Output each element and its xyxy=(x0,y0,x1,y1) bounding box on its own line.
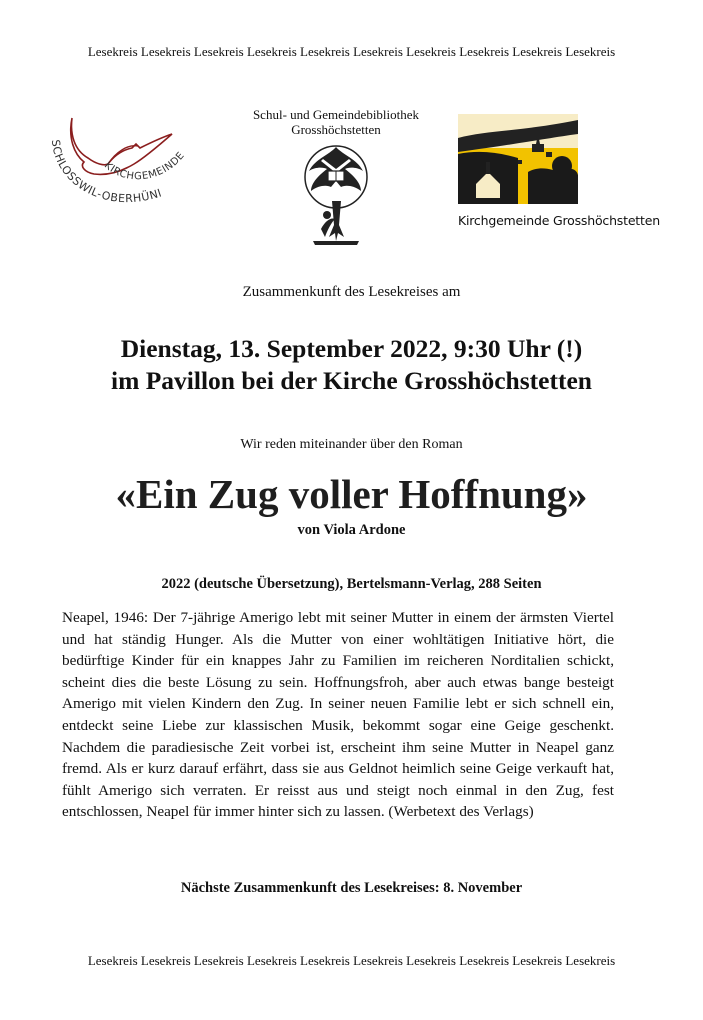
library-name-line2: Grosshöchstetten xyxy=(291,122,381,137)
footer-repeat-text: Lesekreis Lesekreis Lesekreis Lesekreis Lesekreis Lesekreis Lesekreis Lesekreis Lesekreis Lesekreis xyxy=(87,953,616,968)
village-landscape-icon xyxy=(458,114,578,204)
book-edition: 2022 (deutsche Übersetzung), Bertelsmann-Verlag, 288 Seiten xyxy=(161,576,542,592)
header-repeat-text: Lesekreis Lesekreis Lesekreis Lesekreis Lesekreis Lesekreis Lesekreis Lesekreis Lesekreis Lesekreis xyxy=(87,44,616,59)
event-place: im Pavillon bei der Kirche Grosshöchstetten xyxy=(111,366,592,395)
library-name-line1: Schul- und Gemeindebibliothek xyxy=(252,107,420,122)
logo-kirchgemeinde-schlosswil xyxy=(44,104,194,219)
event-date: Dienstag, 13. September 2022, 9:30 Uhr (!) xyxy=(120,334,583,363)
book-blurb: Neapel, 1946: Der 7-jährige Amerigo lebt mit seiner Mutter in einem der ärmsten Viertel und hat ständig Hunger. Als die Mutter von einer wohltätigen Initiative hört, die bedürftige Kinder für ein knappes Jahr zu Familien im reicheren Norditalien schickt, scheint dies die beste Lösung zu sein. Hoffnungsfroh, aber auch etwas bange besteigt Amerigo mit vielen Kindern den Zug. In seiner neuen Familie lebt er sich schnell ein, entdeckt seine Liebe zur klassischen Musik, bekommt sogar eine Geige geschenkt. Nachdem die paradiesische Zeit vorbei ist, erscheint ihm seine Mutter in Neapel ganz fremd. Als er kurz darauf erfährt, dass sie aus Geldnot heimlich seine Geige verkauft hat, fühlt Amerigo sich verraten. Er reisst aus und steigt noch einmal in den Zug, fest entschlossen, Neapel für immer hinter sich zu lassen. (Werbetext des Verlags) xyxy=(62,609,614,821)
logo-right-caption: Kirchgemeinde Grosshöchstetten xyxy=(458,213,660,228)
next-meeting-text: Nächste Zusammenkunft des Lesekreises: 8. November xyxy=(180,880,523,896)
event-heading xyxy=(0,333,703,397)
logo-bibliothek xyxy=(226,107,446,252)
logo-left-line1: KIRCHGEMEINDE xyxy=(101,149,188,183)
book-title: «Ein Zug voller Hoffnung» xyxy=(115,471,588,517)
intro-text: Zusammenkunft des Lesekreises am xyxy=(242,284,461,300)
dove-icon xyxy=(44,104,194,219)
talk-intro-text: Wir reden miteinander über den Roman xyxy=(240,437,463,452)
logo-kirchgemeinde-grosshoechstetten xyxy=(458,114,658,228)
tree-reader-icon xyxy=(301,141,371,247)
book-author: von Viola Ardone xyxy=(297,522,406,538)
logo-left-line2: SCHLOSSWIL-OBERHÜNI xyxy=(48,138,164,206)
svg-text:SCHLOSSWIL-OBERHÜNIGEN xyxy=(44,104,164,205)
